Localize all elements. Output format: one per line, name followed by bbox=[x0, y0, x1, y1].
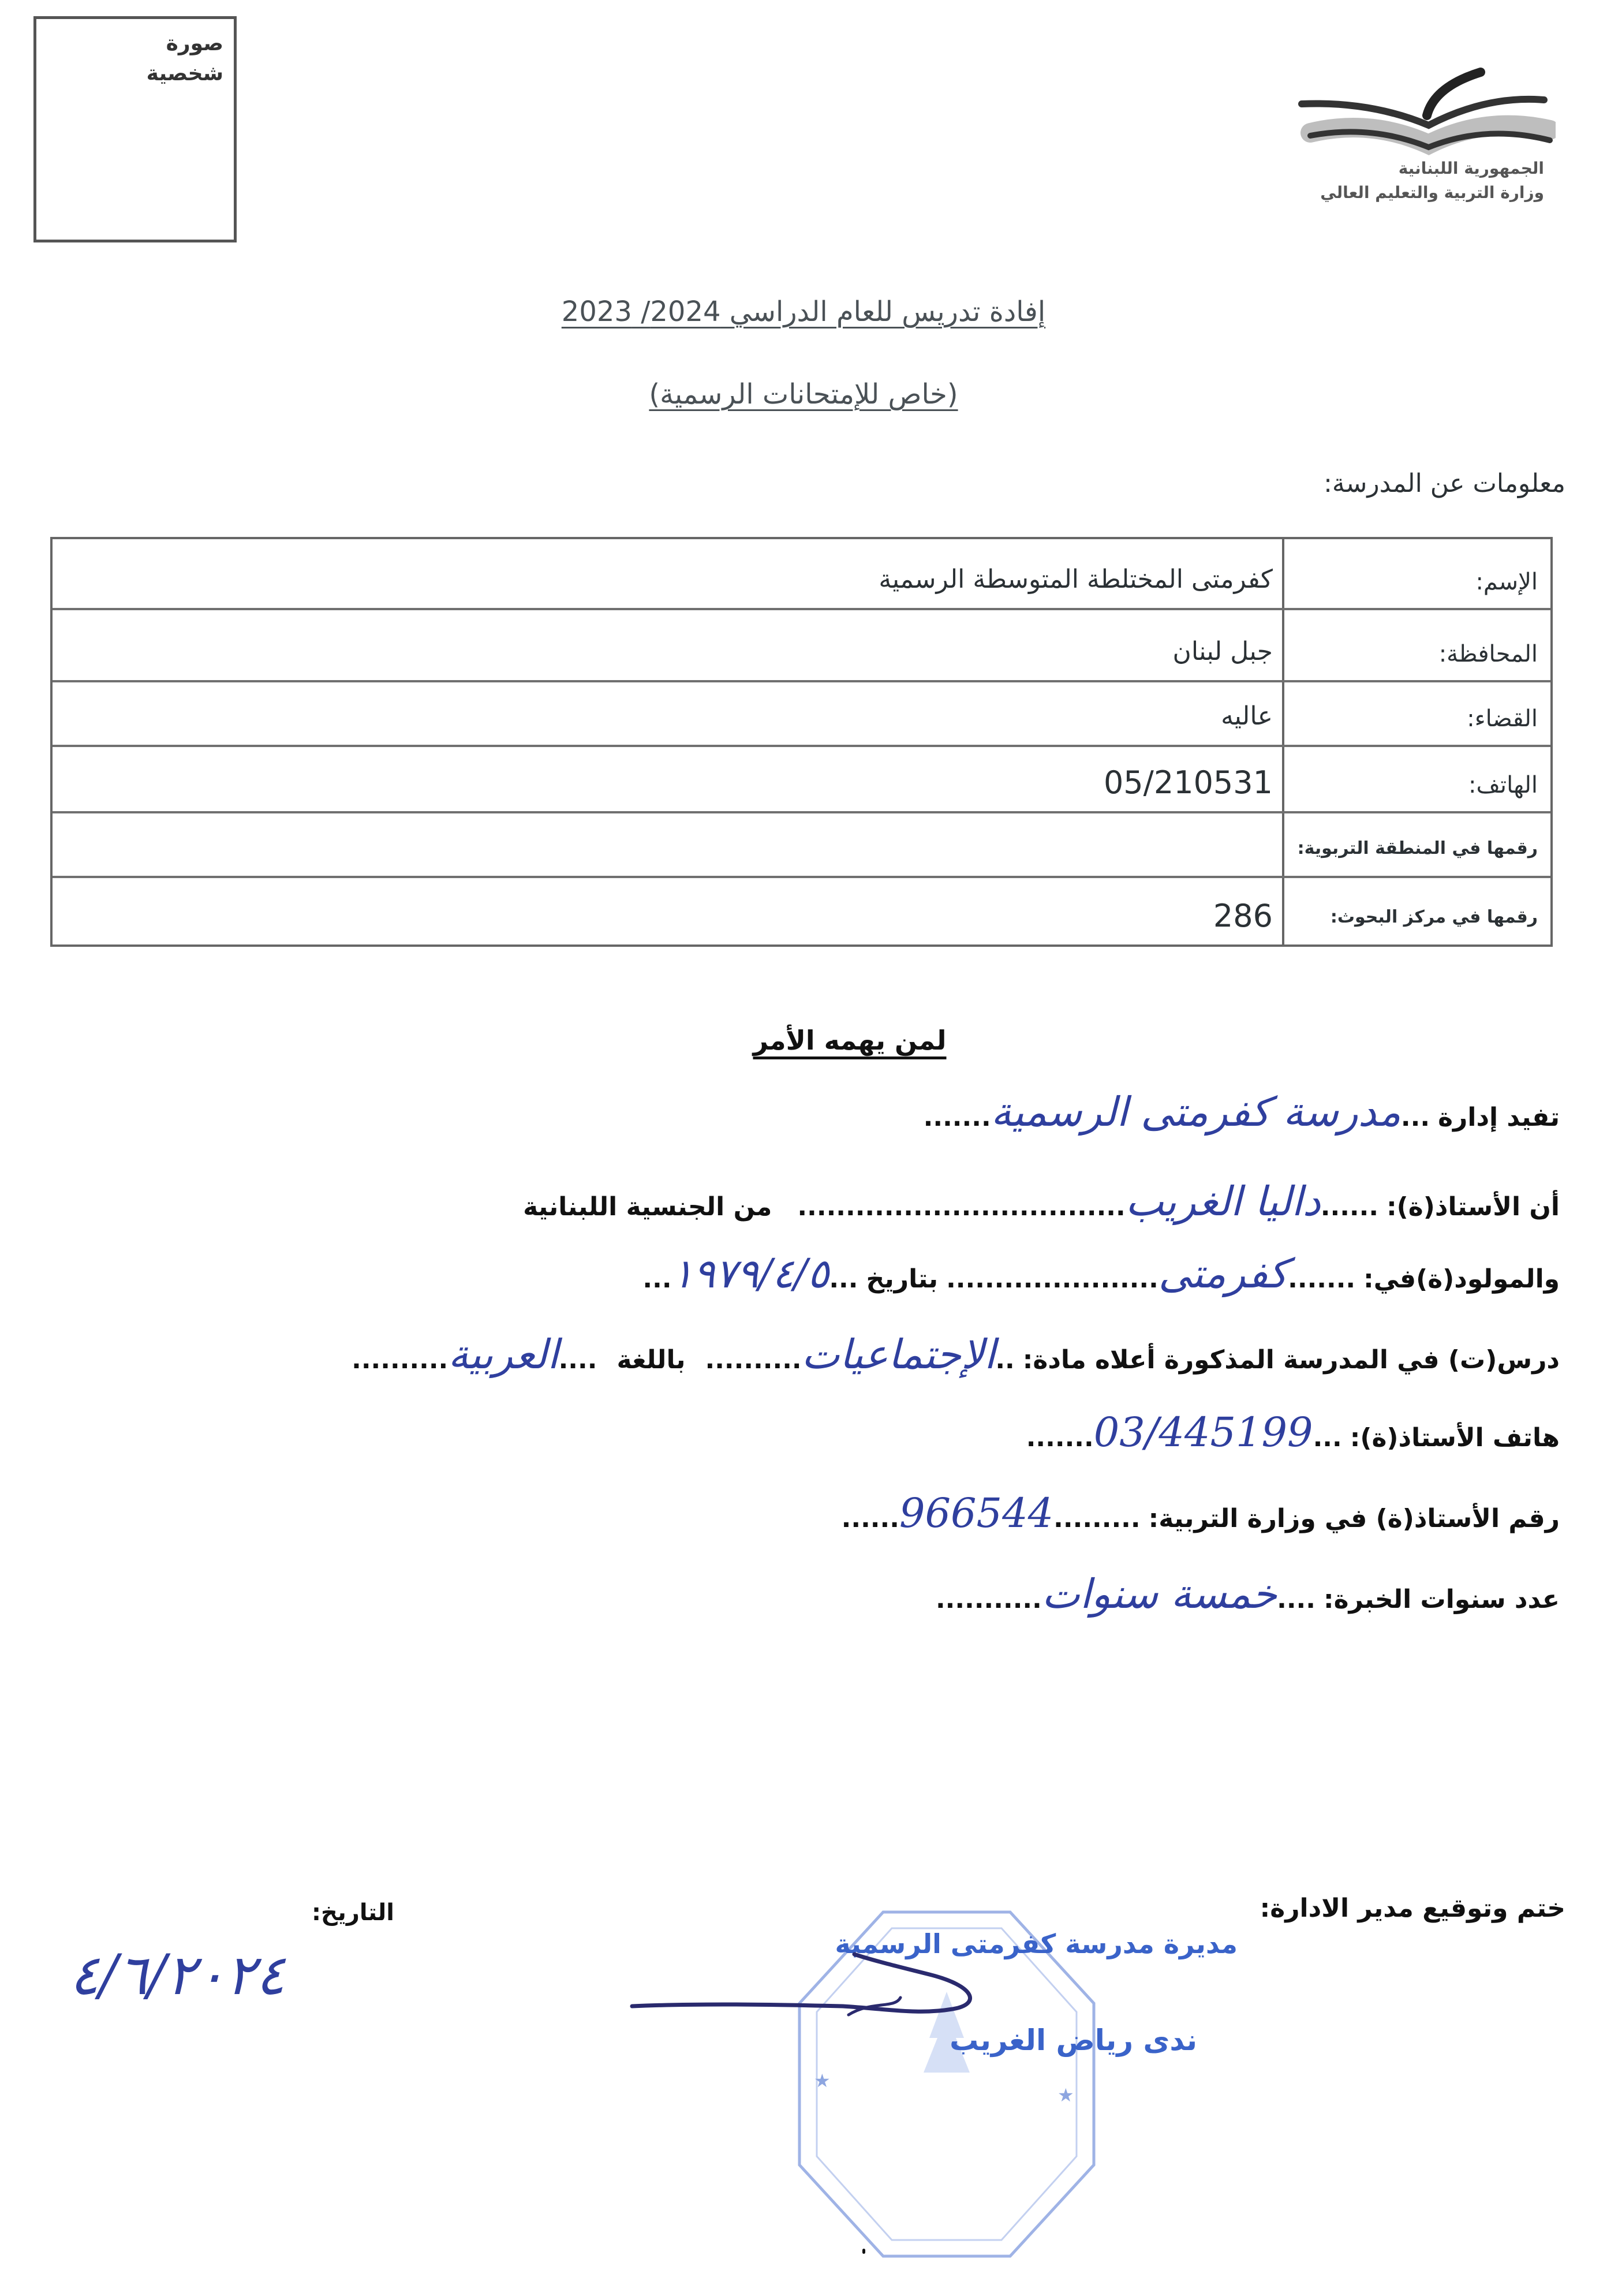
value-district: عاليه bbox=[1221, 701, 1273, 731]
teacher-phone-label: هاتف الأستاذ(ة): bbox=[1350, 1423, 1560, 1453]
table-row-governorate bbox=[53, 610, 1550, 682]
table-value-cell bbox=[53, 878, 1282, 944]
language-label: باللغة bbox=[616, 1345, 686, 1375]
label-district: القضاء: bbox=[1467, 705, 1538, 732]
nationality-text: من الجنسية اللبنانية bbox=[523, 1192, 772, 1222]
letter-heading-text: لمن يهمه الأمر bbox=[753, 1025, 947, 1056]
table-row-name bbox=[53, 539, 1550, 610]
birthdate-label: بتاريخ bbox=[866, 1264, 939, 1294]
administration-label: تفيد إدارة bbox=[1438, 1103, 1560, 1132]
value-governorate: جبل لبنان bbox=[1172, 637, 1273, 666]
table-label-cell bbox=[1282, 610, 1550, 680]
value-research-center-number: 286 bbox=[1213, 898, 1273, 934]
logo-text-ministry: وزارة التربية والتعليم العالي bbox=[1320, 183, 1544, 202]
table-value-cell bbox=[53, 682, 1282, 745]
table-value-cell bbox=[53, 539, 1282, 608]
label-research-center-number: رقمها في مركز البحوث: bbox=[1330, 907, 1538, 927]
label-phone: الهاتف: bbox=[1468, 772, 1538, 798]
document-title bbox=[0, 296, 1607, 328]
date-value[interactable]: ٤/٦/٢٠٢٤ bbox=[69, 1943, 286, 2007]
label-name: الإسم: bbox=[1475, 569, 1538, 595]
administration-line: تفيد إدارة ...مدرسة كفرمتى الرسمية....... bbox=[923, 1088, 1560, 1136]
logo-text-republic: الجمهورية اللبنانية bbox=[1398, 159, 1544, 178]
photo-label-line1: صورة bbox=[166, 32, 223, 55]
letter-heading bbox=[0, 1025, 1607, 1056]
school-info-heading: معلومات عن المدرسة: bbox=[1324, 469, 1565, 498]
subject-value[interactable]: الإجتماعيات bbox=[801, 1331, 996, 1378]
table-label-cell bbox=[1282, 747, 1550, 811]
date-label: التاريخ: bbox=[312, 1899, 394, 1926]
director-signature bbox=[629, 1951, 1022, 2026]
teacher-line: أن الأستاذ(ة): ......داليا الغريب.................................. من الجنسية اللبنانية bbox=[523, 1178, 1560, 1225]
table-row-educational-zone-number bbox=[53, 813, 1550, 878]
ministry-logo bbox=[1290, 61, 1556, 211]
document-title-text: إفادة تدريس للعام الدراسي 2024/ 2023 bbox=[561, 296, 1046, 328]
experience-line: عدد سنوات الخبرة: ....خمسة سنوات........... bbox=[935, 1570, 1560, 1618]
star-icon: ★ bbox=[1057, 2084, 1074, 2106]
experience-value[interactable]: خمسة سنوات bbox=[1041, 1570, 1277, 1618]
table-row-research-center-number bbox=[53, 878, 1550, 944]
label-educational-zone-number: رقمها في المنطقة التربوية: bbox=[1297, 838, 1538, 858]
table-label-cell bbox=[1282, 878, 1550, 944]
photo-placeholder-box bbox=[33, 16, 237, 242]
table-value-cell bbox=[53, 747, 1282, 811]
table-row-district bbox=[53, 682, 1550, 747]
scan-speck bbox=[862, 2249, 865, 2254]
birthplace-label: والمولود(ة)في: bbox=[1363, 1264, 1560, 1294]
subject-line: درس(ت) في المدرسة المذكورة أعلاه مادة: ..الإجتماعيات.......... باللغة ....العربية.......... bbox=[352, 1331, 1560, 1378]
language-value[interactable]: العربية bbox=[448, 1331, 559, 1378]
teacher-phone-value[interactable]: 03/445199 bbox=[1093, 1409, 1313, 1456]
value-phone: 05/210531 bbox=[1103, 764, 1273, 801]
birth-line: والمولود(ة)في: .......كفرمتى...................... بتاريخ ...١٩٧٩/٤/٥... bbox=[642, 1250, 1560, 1297]
open-book-icon bbox=[1290, 61, 1556, 159]
ministry-number-label: رقم الأستاذ(ة) في وزارة التربية: bbox=[1148, 1504, 1560, 1533]
document-subtitle-text: (خاص للإمتحانات الرسمية) bbox=[649, 378, 958, 410]
label-governorate: المحافظة: bbox=[1438, 641, 1538, 667]
teacher-name-value[interactable]: داليا الغريب bbox=[1125, 1178, 1321, 1225]
ministry-number-line: رقم الأستاذ(ة) في وزارة التربية: .........966544...... bbox=[841, 1489, 1560, 1537]
experience-label: عدد سنوات الخبرة: bbox=[1323, 1585, 1560, 1614]
administration-value[interactable]: مدرسة كفرمتى الرسمية bbox=[991, 1088, 1401, 1136]
table-value-cell bbox=[53, 610, 1282, 680]
table-label-cell bbox=[1282, 813, 1550, 876]
ministry-number-value[interactable]: 966544 bbox=[899, 1489, 1054, 1537]
table-value-cell bbox=[53, 813, 1282, 876]
stamp-name: ندى رياض الغريب bbox=[950, 2024, 1197, 2057]
school-info-table bbox=[50, 537, 1553, 947]
table-label-cell bbox=[1282, 539, 1550, 608]
birthdate-value[interactable]: ١٩٧٩/٤/٥ bbox=[671, 1250, 829, 1297]
signature-label: ختم وتوقيع مدير الادارة: bbox=[1260, 1894, 1565, 1923]
subject-label: درس(ت) في المدرسة المذكورة أعلاه مادة: bbox=[1022, 1345, 1560, 1375]
stamp-title: مديرة مدرسة كفرمتى الرسمية bbox=[835, 1928, 1238, 1959]
photo-label-line2: شخصية bbox=[146, 62, 223, 85]
teacher-phone-line: هاتف الأستاذ(ة): ...03/445199....... bbox=[1026, 1409, 1560, 1456]
table-row-phone bbox=[53, 747, 1550, 813]
birthplace-value[interactable]: كفرمتى bbox=[1158, 1250, 1288, 1297]
teacher-label: أن الأستاذ(ة): bbox=[1386, 1192, 1560, 1222]
star-icon: ★ bbox=[814, 2070, 831, 2092]
table-label-cell bbox=[1282, 682, 1550, 745]
document-subtitle bbox=[0, 378, 1607, 410]
value-school-name: كفرمتى المختلطة المتوسطة الرسمية bbox=[879, 565, 1273, 594]
